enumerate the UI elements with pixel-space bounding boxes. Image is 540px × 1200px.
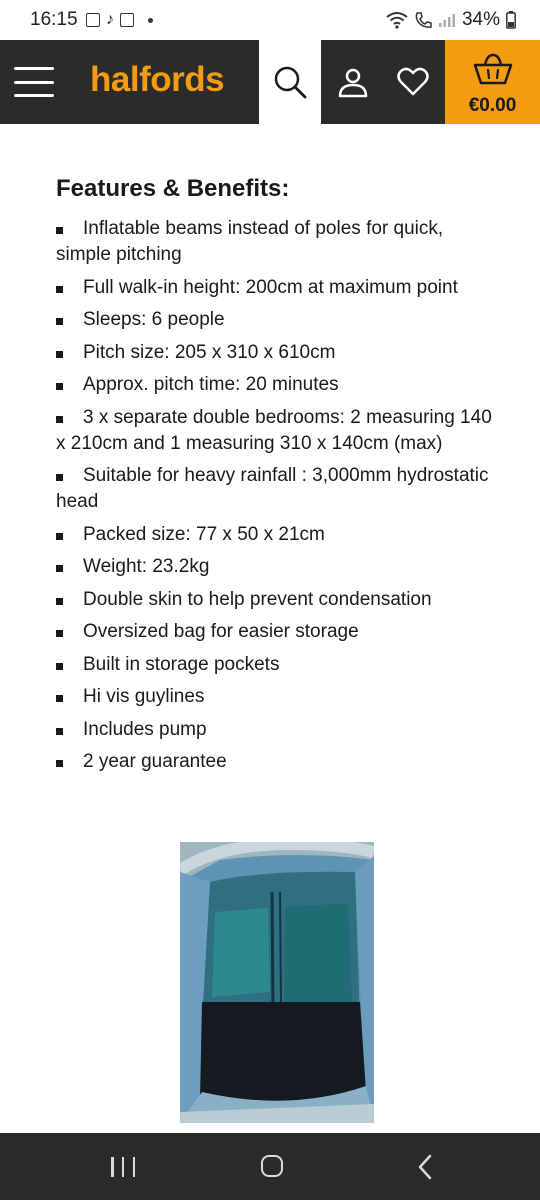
account-button[interactable] (333, 62, 373, 102)
list-item: Oversized bag for easier storage (56, 619, 496, 645)
battery-text: 34% (461, 9, 500, 30)
list-item: Full walk-in height: 200cm at maximum point (56, 275, 496, 301)
home-icon[interactable] (261, 1155, 283, 1177)
search-icon (273, 65, 307, 99)
list-item: Double skin to help prevent condensation (56, 587, 496, 613)
list-item: Inflatable beams instead of poles for quick, simple pitching (56, 216, 496, 268)
list-item: Approx. pitch time: 20 minutes (56, 372, 496, 398)
status-right-icons (386, 9, 516, 31)
wishlist-button[interactable] (392, 62, 434, 102)
list-item: Suitable for heavy rainfall : 3,000mm hydrostatic head (56, 463, 496, 515)
notification-dot (148, 18, 153, 23)
list-item: 3 x separate double bedrooms: 2 measuring 140 x 210cm and 1 measuring 310 x 140cm (max) (56, 405, 496, 457)
system-nav-bar (0, 1133, 540, 1200)
recents-icon[interactable] (111, 1157, 135, 1177)
signal-icon (438, 12, 456, 28)
list-item: Hi vis guylines (56, 684, 496, 710)
back-icon[interactable] (414, 1153, 438, 1181)
tent-interior-image (180, 842, 374, 1123)
search-button[interactable] (259, 40, 321, 124)
list-item: Weight: 23.2kg (56, 554, 496, 580)
battery-icon (506, 11, 516, 29)
wifi-icon (386, 11, 408, 29)
tiktok-icon: ♪ (106, 11, 114, 28)
list-item: Packed size: 77 x 50 x 21cm (56, 522, 496, 548)
call-icon (414, 11, 432, 29)
features-list (56, 216, 496, 782)
list-item: Sleeps: 6 people (56, 307, 496, 333)
account-icon (337, 66, 369, 98)
basket-icon (473, 52, 513, 86)
halfords-logo[interactable]: halfords (90, 60, 225, 99)
basket-total: €0.00 (468, 95, 517, 116)
site-header (0, 40, 540, 124)
status-bar (0, 0, 540, 40)
gallery-icon (86, 13, 100, 27)
list-item: Pitch size: 205 x 310 x 610cm (56, 340, 496, 366)
list-item: 2 year guarantee (56, 749, 496, 775)
status-left-icons (86, 11, 153, 29)
status-time: 16:15 (30, 9, 78, 30)
features-heading: Features & Benefits: (56, 175, 290, 202)
basket-button[interactable] (445, 40, 540, 124)
list-item: Includes pump (56, 717, 496, 743)
list-item: Built in storage pockets (56, 652, 496, 678)
calendar-icon (120, 13, 134, 27)
heart-icon (397, 67, 429, 97)
menu-icon[interactable] (14, 67, 54, 97)
